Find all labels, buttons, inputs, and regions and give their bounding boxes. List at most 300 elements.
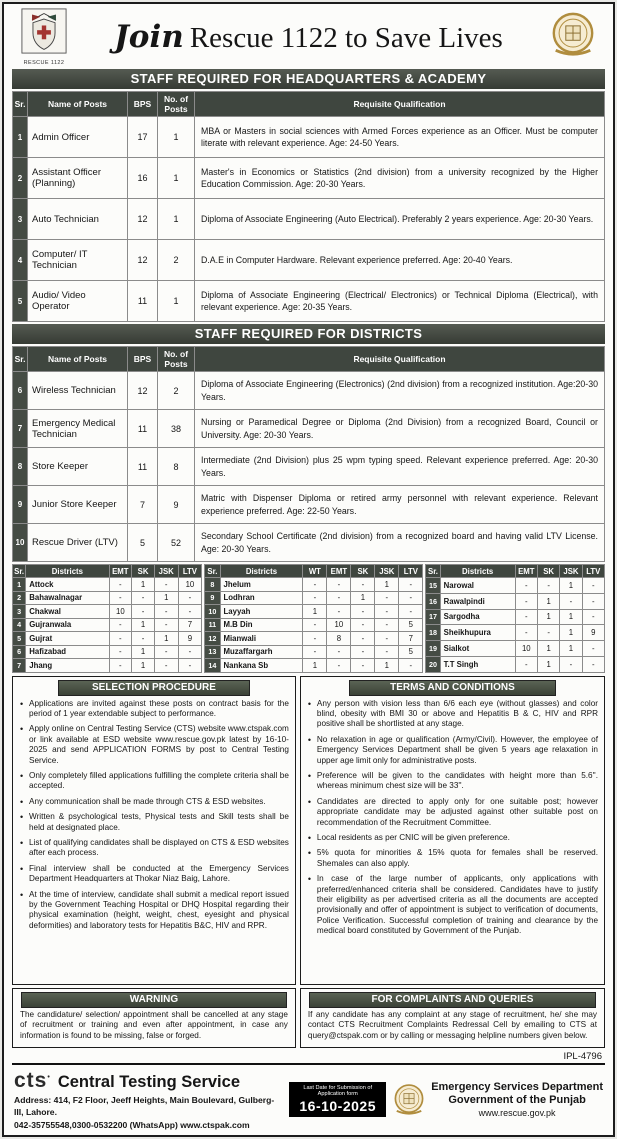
punjab-crest-icon [549,11,597,59]
district-row [205,578,423,592]
district-row [205,645,423,659]
district-wt: - [303,591,327,605]
district-emt: 10 [515,641,537,657]
district-jsk: 1 [375,578,399,592]
district-sk: - [132,632,155,646]
district-jsk: - [560,593,582,609]
district-emt: - [109,632,132,646]
district-name: Lodhran [220,591,303,605]
post-bps: 11 [128,410,158,448]
post-row [13,486,605,524]
bottom-panels [12,676,605,1048]
district-table-1-header [13,565,202,578]
district-sr: 18 [426,625,440,641]
district-emt: - [109,645,132,659]
post-qualification: Diploma of Associate Engineering (Electronics) (2nd division) from a recognized institution. Age:20-30 Years. [195,372,605,410]
district-sr: 3 [13,605,26,619]
post-name: Store Keeper [28,448,128,486]
district-sr: 16 [426,593,440,609]
district-jsk: - [375,618,399,632]
district-sk: - [351,605,375,619]
district-sr: 15 [426,578,440,594]
column-header: EMT [515,565,537,578]
district-name: Nankana Sb [220,659,303,673]
district-jsk: 1 [560,625,582,641]
district-jsk: - [154,605,178,619]
post-name: Assistant Officer (Planning) [28,158,128,199]
district-sk: - [351,645,375,659]
district-sr: 17 [426,609,440,625]
district-row [13,578,202,592]
post-count: 8 [158,448,195,486]
column-header: Sr. [13,347,28,372]
district-row [426,625,605,641]
district-row [13,618,202,632]
footer [12,1063,605,1133]
column-header: Districts [440,565,515,578]
district-emt: - [327,659,351,673]
district-name: M.B Din [220,618,303,632]
post-qualification: Nursing or Paramedical Degree or Diploma (2nd Division) from a recognized Board, Council or University. Age: 20-30 Years. [195,410,605,448]
district-sk: - [351,659,375,673]
district-ltv: - [399,605,423,619]
post-name: Rescue Driver (LTV) [28,524,128,562]
rescue-crest-icon [21,8,67,54]
section-title-hq: STAFF REQUIRED FOR HEADQUARTERS & ACADEMY [12,69,605,89]
post-qualification: D.A.E in Computer Hardware. Relevant experience preferred. Age: 20-40 Years. [195,240,605,281]
district-name: Sialkot [440,641,515,657]
complaints-panel [300,988,605,1048]
district-sr: 19 [426,641,440,657]
district-ltv: 7 [178,618,202,632]
district-name: Layyah [220,605,303,619]
post-qualification: MBA or Masters in social sciences with Armed Forces experience as an Officer. Must be computer literate with relevant experience. Age: 24-50 Years. [195,117,605,158]
district-sk: 1 [537,593,559,609]
district-name: T.T Singh [440,656,515,672]
column-header: WT [303,565,327,578]
column-header: Name of Posts [28,92,128,117]
district-wt: 1 [303,605,327,619]
district-jsk: - [154,645,178,659]
ipl-code: IPL-4796 [563,1050,602,1062]
district-ltv: 5 [399,645,423,659]
district-sr: 20 [426,656,440,672]
post-qualification: Diploma of Associate Engineering (Auto Electrical). Preferably 2 years experience. Age: 20-30 Years. [195,199,605,240]
district-sk: 1 [537,609,559,625]
post-name: Emergency Medical Technician [28,410,128,448]
district-jsk: - [154,578,178,592]
district-table-2-body [205,578,423,673]
district-sk: 1 [132,645,155,659]
department-website: www.rescue.gov.pk [478,1108,556,1119]
terms-item: • Local residents as per CNIC will be given preference. [307,833,598,843]
district-ltv: 9 [178,632,202,646]
post-qualification: Intermediate (2nd Division) plus 25 wpm typing speed. Relevant experience preferred. Age: 20-30 Years. [195,448,605,486]
district-sk: - [351,632,375,646]
district-name: Mianwali [220,632,303,646]
district-ltv: - [582,578,604,594]
district-sr: 1 [13,578,26,592]
district-emt: - [327,591,351,605]
district-sr: 7 [13,659,26,673]
district-name: Chakwal [26,605,109,619]
cts-block [14,1069,283,1131]
selection-procedure-item: • Applications are invited against these posts on contract basis for the period of 1 year extendable subject to performance. [19,699,289,720]
column-header: Sr. [14,566,25,576]
district-wt: - [303,632,327,646]
district-sk: 1 [351,591,375,605]
post-name: Wireless Technician [28,372,128,410]
district-emt: - [109,618,132,632]
district-row [13,591,202,605]
post-qualification: Diploma of Associate Engineering (Electrical/ Electronics) or Technical Diploma (Electrical), with relevant experience. Age: 20-35 Years. [195,281,605,322]
post-sr: 5 [13,281,28,322]
column-header: Districts [26,565,109,578]
district-sr: 11 [205,618,220,632]
district-jsk: - [375,605,399,619]
post-sr: 8 [13,448,28,486]
column-header: LTV [399,565,423,578]
district-ltv: - [178,591,202,605]
district-name: Sheikhupura [440,625,515,641]
cts-logo: cts• [14,1068,51,1092]
district-ltv: - [178,605,202,619]
column-header: No. of Posts [158,347,195,372]
district-ltv: 10 [178,578,202,592]
punjab-crest-footer-icon [392,1083,426,1117]
post-count: 9 [158,486,195,524]
selection-procedure-panel [12,676,296,985]
district-name: Gujrat [26,632,109,646]
terms-item: • In case of the large number of applicants, only applications with preferred/enhanced criteria shall be considered. Candidates have to justify their eligibility as per advertised criteria as all the documents are accepted provisionally and offer of appointment is subject to verification of documents, Police Verification. Successful completion of training and clearance by the medical board constituted by Government of the Punjab. [307,874,598,936]
post-bps: 12 [128,199,158,240]
department-block [392,1081,603,1118]
district-emt: - [515,578,537,594]
last-date-value: 16-10-2025 [299,1098,376,1115]
section-title-districts: STAFF REQUIRED FOR DISTRICTS [12,324,605,344]
selection-procedure-item: • At the time of interview, candidate shall submit a medical report issued by the Government Teaching Hospital or DHQ Hospital regarding their physical examination (height, weight, chest, eyesight and physical deformities) and laboratory tests for Hepatitis B&C, HIV and RPR. [19,890,289,932]
title-rest: Rescue 1122 to Save Lives [189,22,503,54]
post-qualification: Matric with Dispenser Diploma or retired army personnel with relevant experience. Relevant experience preferred. Age: 22-50 Years. [195,486,605,524]
district-emt: - [327,645,351,659]
department-name: Emergency Services Department [431,1080,603,1093]
terms-item: • Preference will be given to the candidates with height more than 5.6''. whereas minimum chest size will be 33''. [307,771,598,792]
district-sr: 13 [205,645,220,659]
district-sk: - [537,625,559,641]
district-sk: - [537,578,559,594]
district-name: Bahawalnagar [26,591,109,605]
district-row [426,609,605,625]
district-sk: 1 [537,641,559,657]
post-bps: 12 [128,240,158,281]
district-row [205,632,423,646]
district-emt: - [515,609,537,625]
selection-procedure-item: • Only completely filled applications fulfilling the complete criteria shall be accepted. [19,771,289,792]
post-row [13,158,605,199]
district-row [426,656,605,672]
district-row [13,659,202,673]
page-title [114,19,503,55]
district-ltv: 5 [399,618,423,632]
district-name: Jhelum [220,578,303,592]
title-join: Join [114,19,184,55]
district-jsk: - [375,645,399,659]
district-posts-table [12,346,605,562]
column-header: Requisite Qualification [195,347,605,372]
column-header: LTV [178,565,202,578]
post-row [13,410,605,448]
hq-posts-body [13,117,605,322]
post-bps: 17 [128,117,158,158]
district-emt: - [109,659,132,673]
post-count: 1 [158,199,195,240]
district-wt: - [303,578,327,592]
column-header: JSK [560,565,582,578]
post-row [13,448,605,486]
district-name: Sargodha [440,609,515,625]
column-header: Sr. [13,92,28,117]
district-posts-body [13,372,605,562]
column-header: Sr. [205,565,220,578]
post-bps: 12 [128,372,158,410]
terms-item: • 5% quota for minorities & 15% quota for females shall be reserved. Shemales can also apply. [307,848,598,869]
post-name: Admin Officer [28,117,128,158]
district-row [426,593,605,609]
district-row [13,632,202,646]
post-sr: 6 [13,372,28,410]
district-jsk: 1 [560,578,582,594]
selection-procedure-list [17,699,291,932]
terms-panel [300,676,605,985]
district-sr: 9 [205,591,220,605]
column-header: SK [351,565,375,578]
post-sr: 4 [13,240,28,281]
hq-posts-header-row [13,92,605,117]
district-row [426,641,605,657]
district-sk: 1 [132,659,155,673]
column-header: EMT [109,565,132,578]
terms-list [305,699,600,937]
column-header: EMT [327,565,351,578]
district-jsk: - [375,591,399,605]
district-sk: - [132,605,155,619]
district-emt: - [515,656,537,672]
district-jsk: 1 [154,591,178,605]
district-row [205,659,423,673]
cts-title: Central Testing Service [57,1072,240,1091]
district-sr: 6 [13,645,26,659]
selection-procedure-item: • Final interview shall be conducted at the Emergency Services Department Headquarters at Thokar Niaz Baig, Lahore. [19,864,289,885]
district-table-2-header [205,565,423,578]
district-emt: - [109,578,132,592]
district-ltv: - [582,593,604,609]
column-header: BPS [128,92,158,117]
district-name: Narowal [440,578,515,594]
selection-procedure-item: • Any communication shall be made through CTS & ESD websites. [19,797,289,807]
district-wt: - [303,645,327,659]
column-header: SK [537,565,559,578]
district-name: Hafizabad [26,645,109,659]
district-ltv: - [582,641,604,657]
column-header: SK [132,565,155,578]
warning-header: WARNING [21,992,287,1008]
district-sr: 14 [205,659,220,673]
district-emt: - [327,605,351,619]
column-header: JSK [154,565,178,578]
district-row [13,645,202,659]
post-name: Computer/ IT Technician [28,240,128,281]
selection-procedure-header: SELECTION PROCEDURE [58,680,250,696]
district-sr: 8 [205,578,220,592]
district-jsk: 1 [560,609,582,625]
district-emt: - [515,593,537,609]
rescue-logo-caption: RESCUE 1122 [23,60,65,66]
district-emt: - [515,625,537,641]
post-sr: 9 [13,486,28,524]
district-sr: 4 [13,618,26,632]
district-emt: 10 [109,605,132,619]
district-wt: - [303,618,327,632]
district-sr: 10 [205,605,220,619]
terms-item: • Any person with vision less than 6/6 each eye (without glasses) and color blind, obesity with BMI 30 or above and Hepatitis B & C, HIV and RPR positive shall be shortlisted at any stage. [307,699,598,730]
terms-header: TERMS AND CONDITIONS [349,680,556,696]
district-jsk: 1 [560,641,582,657]
district-table-1 [12,564,202,673]
district-row [205,618,423,632]
post-bps: 11 [128,448,158,486]
district-table-3-body [426,578,605,673]
district-ltv: 7 [399,632,423,646]
rescue-1122-logo [15,8,73,66]
cts-address: Address: 414, F2 Floor, Jeeff Heights, Main Boulevard, Gulberg-III, Lahore. [14,1094,275,1117]
district-name: Jhang [26,659,109,673]
district-ltv: - [399,659,423,673]
warning-panel [12,988,296,1048]
selection-procedure-item: • Written & psychological tests, Physical tests and Skill tests shall be held at designated place. [19,812,289,833]
district-ltv: - [178,659,202,673]
post-qualification: Secondary School Certificate (2nd division) from a recognized board and having valid LTV License. Age: 20-30 Years. [195,524,605,562]
district-emt: - [327,578,351,592]
district-jsk: - [154,659,178,673]
cts-phones: 042-35755548,0300-0532200 (WhatsApp) www.ctspak.com [14,1119,250,1130]
district-emt: - [109,591,132,605]
district-ltv: - [582,609,604,625]
district-posts-header-row [13,347,605,372]
column-header: Name of Posts [28,347,128,372]
post-sr: 1 [13,117,28,158]
post-sr: 10 [13,524,28,562]
district-sk: 1 [132,578,155,592]
column-header: Requisite Qualification [195,92,605,117]
district-table-3-header [426,565,605,578]
post-row [13,281,605,322]
post-count: 2 [158,240,195,281]
complaints-header: FOR COMPLAINTS AND QUERIES [309,992,596,1008]
department-government: Government of the Punjab [448,1094,586,1107]
district-table-2 [204,564,423,673]
district-sk: - [351,578,375,592]
district-name: Muzaffargarh [220,645,303,659]
district-ltv: - [399,578,423,592]
district-table-3 [425,564,605,673]
post-count: 52 [158,524,195,562]
district-allocation-tables [12,564,605,673]
district-name: Attock [26,578,109,592]
district-ltv: - [399,591,423,605]
hq-posts-table [12,91,605,322]
selection-procedure-item: • List of qualifying candidates shall be displayed on CTS & ESD websites after each process. [19,838,289,859]
post-count: 1 [158,281,195,322]
selection-procedure-item: • Apply online on Central Testing Service (CTS) website www.ctspak.com or link available at ESD website www.rescue.gov.pk latest by 16-10-2025 and send APPLICATION FORMS by post to Central Testing Service. [19,724,289,766]
complaints-text: If any candidate has any complaint at any stage of recruitment, he/ she may contact CTS Recruitment Complaints Redressal Cell by emailing to CTS at query@ctspak.com or by calling or messaging helpline numbers given below. [307,1009,597,1040]
post-sr: 3 [13,199,28,240]
punjab-crest-logo [544,11,602,64]
post-name: Junior Store Keeper [28,486,128,524]
column-header: Sr. [426,565,440,578]
post-bps: 11 [128,281,158,322]
post-sr: 7 [13,410,28,448]
district-ltv: 9 [582,625,604,641]
post-row [13,372,605,410]
district-jsk: - [154,618,178,632]
post-bps: 16 [128,158,158,199]
terms-item: • No relaxation in age or qualification (Army/Civil). However, the employee of Emergency Services Department shall be given 5 years age relaxation in upper age limit only for administrative posts. [307,735,598,766]
post-bps: 7 [128,486,158,524]
post-row [13,199,605,240]
post-count: 2 [158,372,195,410]
district-table-1-body [13,578,202,673]
district-row [426,578,605,594]
district-jsk: - [560,656,582,672]
district-jsk: 1 [154,632,178,646]
district-sk: 1 [537,656,559,672]
post-count: 1 [158,117,195,158]
district-sk: - [351,618,375,632]
post-count: 38 [158,410,195,448]
terms-item: • Candidates are directed to apply only for one suitable post; however appropriate candidate may be adjusted against other suitable post on recommendation of the Recruitment Committee. [307,797,598,828]
post-bps: 5 [128,524,158,562]
district-ltv: - [178,645,202,659]
district-row [205,605,423,619]
post-row [13,240,605,281]
column-header: No. of Posts [158,92,195,117]
advertisement-page [2,2,615,1137]
district-ltv: - [582,656,604,672]
post-sr: 2 [13,158,28,199]
district-emt: 8 [327,632,351,646]
district-sk: - [132,591,155,605]
post-qualification: Master's in Economics or Statistics (2nd division) from a university recognized by the Higher Education Commission. Age: 20-30 Years. [195,158,605,199]
district-sr: 5 [13,632,26,646]
district-wt: 1 [303,659,327,673]
district-name: Gujranwala [26,618,109,632]
column-header: JSK [375,565,399,578]
district-sr: 2 [13,591,26,605]
post-name: Audio/ Video Operator [28,281,128,322]
district-jsk: 1 [375,659,399,673]
district-name: Rawalpindi [440,593,515,609]
district-jsk: - [375,632,399,646]
district-sr: 12 [205,632,220,646]
last-date-box [289,1082,386,1118]
masthead [7,7,610,67]
column-header: Districts [220,565,303,578]
post-count: 1 [158,158,195,199]
last-date-label: Last Date for Submission of Application form [303,1084,373,1098]
column-header: BPS [128,347,158,372]
district-sk: 1 [132,618,155,632]
district-row [205,591,423,605]
